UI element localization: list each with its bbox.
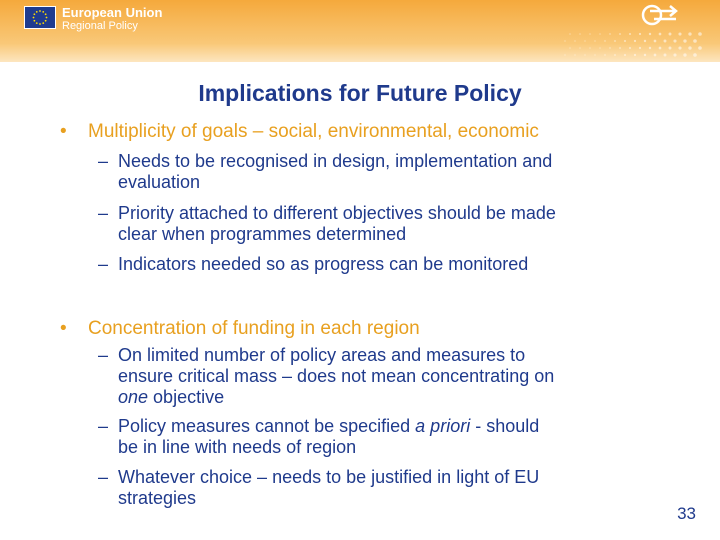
sub-bullet-line: evaluation bbox=[118, 172, 201, 192]
decorative-dot bbox=[624, 40, 626, 42]
flag-star bbox=[42, 22, 44, 24]
decorative-dot bbox=[629, 33, 631, 35]
slide-title: Implications for Future Policy bbox=[198, 80, 522, 106]
decorative-dot bbox=[589, 47, 590, 48]
decorative-dot bbox=[579, 33, 580, 34]
decorative-dot bbox=[693, 39, 697, 43]
flag-star bbox=[33, 20, 35, 22]
decorative-dot bbox=[634, 54, 636, 56]
flag-star bbox=[46, 17, 48, 19]
decorative-dot bbox=[683, 53, 686, 56]
decorative-dot bbox=[639, 47, 641, 49]
bullet-marker: • bbox=[60, 318, 67, 339]
sub-bullet-line: be in line with needs of region bbox=[118, 437, 357, 457]
decorative-dot bbox=[584, 40, 585, 41]
sub-bullet-line: Needs to be recognised in design, implementation and bbox=[118, 151, 553, 171]
dash-marker: – bbox=[98, 416, 109, 436]
decorative-dot bbox=[569, 47, 570, 48]
decorative-dot bbox=[619, 47, 621, 49]
sub-bullet-line: Indicators needed so as progress can be monitored bbox=[118, 254, 529, 274]
decorative-dot bbox=[688, 46, 691, 49]
decorative-dot bbox=[688, 32, 691, 35]
decorative-dot bbox=[624, 54, 626, 56]
decorative-dot bbox=[649, 33, 651, 35]
decorative-dot bbox=[659, 33, 662, 36]
decorative-dot bbox=[619, 33, 621, 35]
decorative-dot bbox=[644, 54, 646, 56]
decorative-dot bbox=[609, 33, 610, 34]
decorative-dot bbox=[664, 54, 667, 57]
decorative-dot bbox=[634, 40, 636, 42]
sub-bullet-line: strategies bbox=[118, 488, 197, 508]
decorative-dot bbox=[584, 54, 585, 55]
decorative-dot bbox=[599, 33, 600, 34]
decorative-dot bbox=[664, 40, 667, 43]
dash-marker: – bbox=[98, 151, 109, 171]
decorative-dot bbox=[693, 53, 697, 57]
eu-flag-icon bbox=[24, 6, 56, 29]
decorative-dot bbox=[673, 53, 676, 56]
dash-marker: – bbox=[98, 345, 109, 365]
bullet-text: Multiplicity of goals – social, environmental, economic bbox=[88, 121, 539, 142]
flag-star bbox=[36, 22, 38, 24]
bullet-text: Concentration of funding in each region bbox=[88, 318, 420, 339]
sub-bullet-line bbox=[118, 387, 224, 408]
emphasis-text: a priori bbox=[415, 416, 471, 436]
line-text: - should bbox=[470, 416, 540, 436]
decorative-dot bbox=[659, 47, 662, 50]
flag-star bbox=[33, 13, 35, 15]
arrows-logo-icon bbox=[636, 3, 684, 27]
decorative-dot bbox=[644, 40, 646, 42]
decorative-dot bbox=[604, 40, 605, 41]
decorative-dot bbox=[579, 47, 580, 48]
flag-star bbox=[39, 23, 41, 25]
decorative-dot bbox=[669, 47, 672, 50]
sub-bullet-line: Priority attached to different objectives should be made bbox=[118, 203, 556, 223]
flag-star bbox=[33, 17, 35, 19]
decorative-dot bbox=[569, 33, 570, 34]
sub-bullet-line bbox=[118, 416, 539, 437]
dept-name: Regional Policy bbox=[62, 20, 138, 32]
decorative-dot bbox=[594, 54, 595, 55]
dash-marker: – bbox=[98, 467, 109, 487]
decorative-dot bbox=[683, 39, 686, 42]
decorative-dot bbox=[564, 40, 565, 41]
org-name: European Union bbox=[62, 5, 163, 20]
decorative-dot bbox=[614, 40, 616, 42]
decorative-dot bbox=[654, 40, 657, 43]
decorative-dots bbox=[560, 30, 710, 58]
flag-star bbox=[36, 11, 38, 13]
decorative-dot bbox=[614, 54, 616, 56]
decorative-dot bbox=[574, 40, 575, 41]
decorative-dot bbox=[678, 32, 681, 35]
decorative-dot bbox=[574, 54, 575, 55]
sub-bullet-line: On limited number of policy areas and measures to bbox=[118, 345, 526, 365]
dash-marker: – bbox=[98, 203, 109, 223]
flag-star bbox=[45, 13, 47, 15]
decorative-dot bbox=[678, 46, 681, 49]
bullet-marker: • bbox=[60, 121, 67, 142]
decorative-dot bbox=[669, 33, 672, 36]
decorative-dot bbox=[604, 54, 605, 55]
flag-star bbox=[39, 10, 41, 12]
decorative-dot bbox=[673, 39, 676, 42]
sub-bullet-line: clear when programmes determined bbox=[118, 224, 407, 244]
page-number: 33 bbox=[677, 504, 696, 523]
line-text: objective bbox=[148, 387, 225, 407]
decorative-dot bbox=[609, 47, 610, 48]
sub-bullet-line: Whatever choice – needs to be justified in light of EU bbox=[118, 467, 540, 487]
flag-star bbox=[42, 11, 44, 13]
decorative-dot bbox=[594, 40, 595, 41]
dash-marker: – bbox=[98, 254, 109, 274]
emphasis-text: one bbox=[118, 387, 149, 407]
decorative-dot bbox=[589, 33, 590, 34]
decorative-dot bbox=[698, 46, 702, 50]
flag-star bbox=[45, 20, 47, 22]
line-text: Policy measures cannot be specified bbox=[118, 416, 416, 436]
decorative-dot bbox=[629, 47, 631, 49]
header-banner bbox=[0, 0, 720, 62]
decorative-dot bbox=[654, 54, 657, 57]
decorative-dot bbox=[639, 33, 641, 35]
decorative-dot bbox=[698, 32, 702, 36]
sub-bullet-line: ensure critical mass – does not mean concentrating on bbox=[118, 366, 555, 386]
decorative-dot bbox=[564, 54, 565, 55]
decorative-dot bbox=[649, 47, 651, 49]
decorative-dot bbox=[599, 47, 600, 48]
